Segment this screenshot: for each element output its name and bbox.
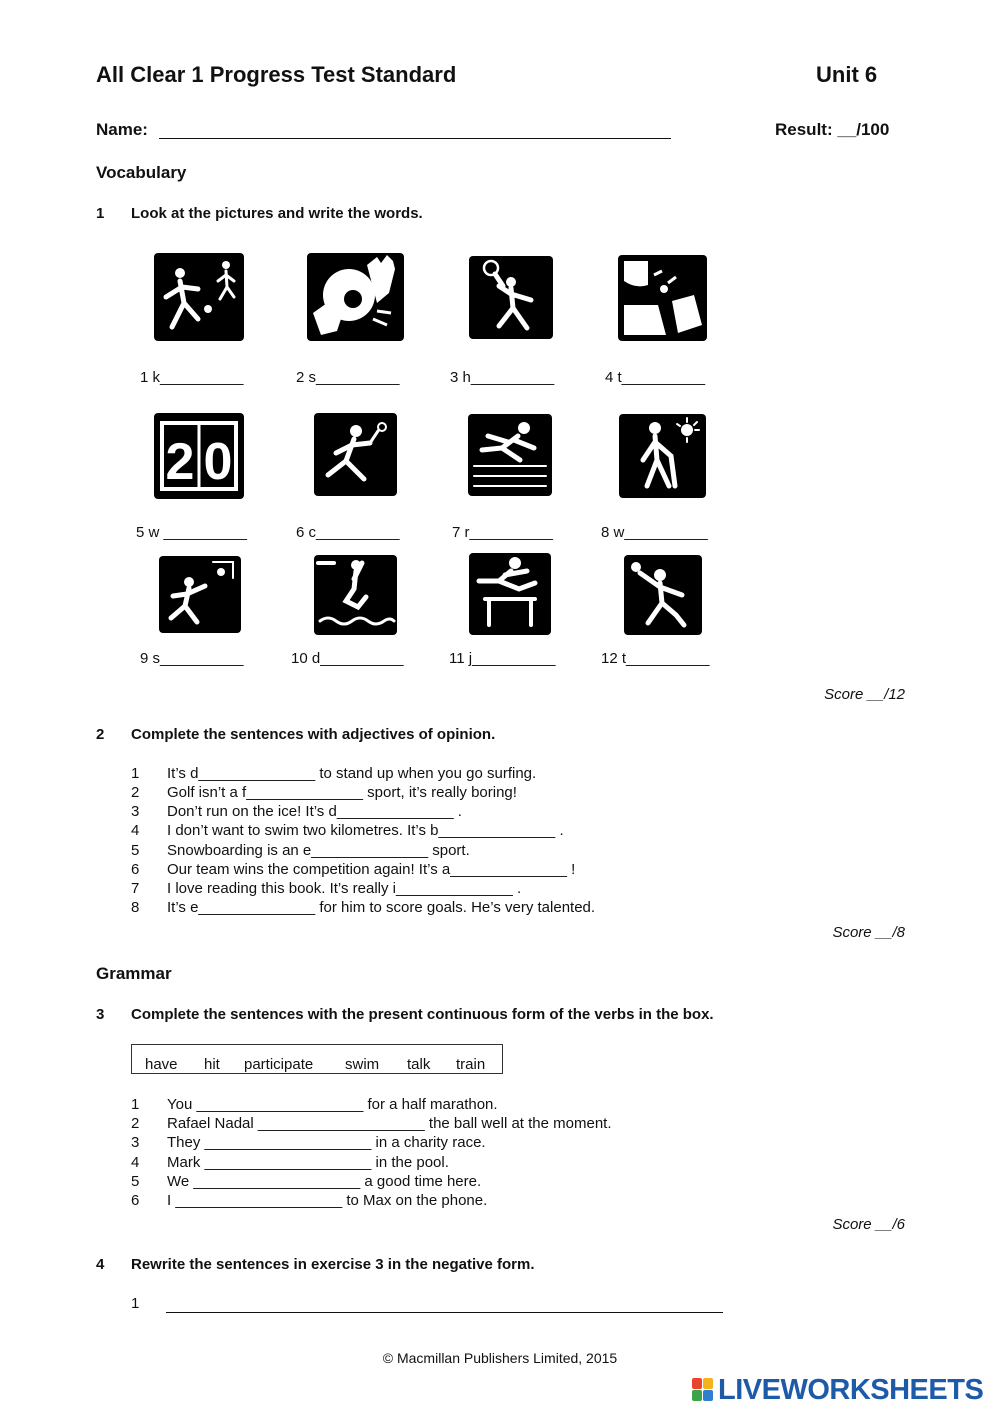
list-item xyxy=(131,899,595,916)
item-text: Mark ____________________ in the pool. xyxy=(167,1154,449,1171)
exercise-2-instruction: Complete the sentences with adjectives of opinion. xyxy=(131,726,496,743)
item-text: I love reading this book. It’s really i______________ . xyxy=(167,880,522,897)
box-word: participate xyxy=(244,1056,314,1073)
thrower-icon xyxy=(624,555,702,635)
exercise-1-instruction: Look at the pictures and write the words. xyxy=(131,205,423,222)
item-text: Our team wins the competition again! It’s a______________ ! xyxy=(167,861,576,878)
list-item xyxy=(131,803,462,820)
exercise-3-instruction: Complete the sentences with the present continuous form of the verbs in the box. xyxy=(131,1006,714,1023)
item-text: You ____________________ for a half marathon. xyxy=(167,1096,498,1113)
liveworksheets-brand: LIVEWORKSHEETS xyxy=(718,1374,984,1406)
exercise-1-number: 1 xyxy=(96,205,105,222)
result-label: Result: __/100 xyxy=(775,120,890,139)
list-item xyxy=(131,861,575,878)
hurdler-icon xyxy=(469,553,551,635)
vocab-item-label: 6 c__________ xyxy=(296,524,400,541)
liveworksheets-logo-icon xyxy=(692,1378,714,1402)
grammar-heading: Grammar xyxy=(96,964,172,983)
diver-icon xyxy=(314,555,397,635)
vocab-item-label: 1 k__________ xyxy=(140,369,244,386)
exercise-1-score: Score __/12 xyxy=(824,686,905,703)
vocab-item-label: 4 t__________ xyxy=(605,369,706,386)
word-box xyxy=(131,1044,503,1074)
vocab-item-label: 5 w __________ xyxy=(136,524,247,541)
box-word: have xyxy=(145,1056,178,1073)
name-label: Name: xyxy=(96,120,148,139)
item-number: 1 xyxy=(131,765,140,782)
item-number: 8 xyxy=(131,899,140,916)
exercise-2-number: 2 xyxy=(96,726,105,743)
runner-racket-icon xyxy=(314,413,397,496)
list-item xyxy=(131,842,470,859)
unit-label: Unit 6 xyxy=(816,62,878,87)
svg-text:0: 0 xyxy=(203,433,233,491)
box-word: talk xyxy=(407,1056,431,1073)
page-title: All Clear 1 Progress Test Standard xyxy=(96,62,457,87)
item-text: Snowboarding is an e______________ sport. xyxy=(167,842,470,859)
list-item xyxy=(131,784,517,801)
item-text: We ____________________ a good time here. xyxy=(167,1173,482,1190)
list-item xyxy=(131,765,536,782)
walker-icon xyxy=(619,414,706,498)
item-number: 1 xyxy=(131,1096,140,1113)
list-item xyxy=(131,1115,612,1132)
list-item xyxy=(131,1096,498,1113)
item-number: 2 xyxy=(131,1115,140,1132)
item-text: I ____________________ to Max on the phone. xyxy=(167,1192,488,1209)
exercise-3-score: Score __/6 xyxy=(832,1216,905,1233)
item-number: 5 xyxy=(131,1173,140,1190)
item-number: 6 xyxy=(131,861,140,878)
list-item xyxy=(131,1173,481,1190)
box-word: swim xyxy=(345,1056,380,1073)
tennis-player-icon xyxy=(469,256,553,339)
box-word: hit xyxy=(204,1056,220,1073)
item-text: Rafael Nadal ____________________ the ball well at the moment. xyxy=(167,1115,612,1132)
item-text: Don’t run on the ice! It’s d______________ . xyxy=(167,803,462,820)
vocab-item-label: 9 s__________ xyxy=(140,650,244,667)
exercise-3-number: 3 xyxy=(96,1006,105,1023)
ball-catch-icon xyxy=(307,253,404,341)
vocab-item-label: 3 h__________ xyxy=(450,369,555,386)
item-number: 5 xyxy=(131,842,140,859)
sports-event-icon xyxy=(618,255,707,341)
list-item xyxy=(131,880,521,897)
vocab-item-label: 2 s__________ xyxy=(296,369,400,386)
item-number: 2 xyxy=(131,784,140,801)
item-text: Golf isn’t a f______________ sport, it’s really boring! xyxy=(167,784,517,801)
vocab-item-label: 12 t__________ xyxy=(601,650,710,667)
vocab-item-label: 10 d__________ xyxy=(291,650,404,667)
vocab-item-label: 8 w__________ xyxy=(601,524,708,541)
box-word: train xyxy=(456,1056,486,1073)
vocab-item-label: 11 j__________ xyxy=(449,650,556,667)
exercise-2-score: Score __/8 xyxy=(832,924,905,941)
item-number: 6 xyxy=(131,1192,140,1209)
exercise-4-item-number: 1 xyxy=(131,1295,140,1312)
vocab-item-label: 7 r__________ xyxy=(452,524,553,541)
list-item xyxy=(131,822,564,839)
scoreboard-icon xyxy=(154,413,244,499)
item-number: 3 xyxy=(131,1134,140,1151)
item-text: It’s d______________ to stand up when you go surfing. xyxy=(167,765,537,782)
item-number: 3 xyxy=(131,803,140,820)
item-number: 4 xyxy=(131,1154,140,1171)
exercise-4-instruction: Rewrite the sentences in exercise 3 in the negative form. xyxy=(131,1256,535,1273)
goalkeeper-icon xyxy=(159,556,241,633)
item-text: It’s e______________ for him to score goals. He’s very talented. xyxy=(167,899,596,916)
answer-line[interactable] xyxy=(166,1296,723,1313)
list-item xyxy=(131,1192,487,1209)
svg-text:2: 2 xyxy=(165,433,195,491)
football-player-icon xyxy=(154,253,244,341)
item-number: 4 xyxy=(131,822,140,839)
name-field[interactable] xyxy=(159,118,671,139)
vocabulary-heading: Vocabulary xyxy=(96,163,187,182)
list-item xyxy=(131,1154,449,1171)
item-text: I don’t want to swim two kilometres. It’s b______________ . xyxy=(167,822,564,839)
list-item xyxy=(131,1134,486,1151)
exercise-4-number: 4 xyxy=(96,1256,105,1273)
item-number: 7 xyxy=(131,880,140,897)
copyright: © Macmillan Publishers Limited, 2015 xyxy=(382,1350,618,1366)
sprinter-icon xyxy=(468,414,552,496)
item-text: They ____________________ in a charity race. xyxy=(167,1134,486,1151)
